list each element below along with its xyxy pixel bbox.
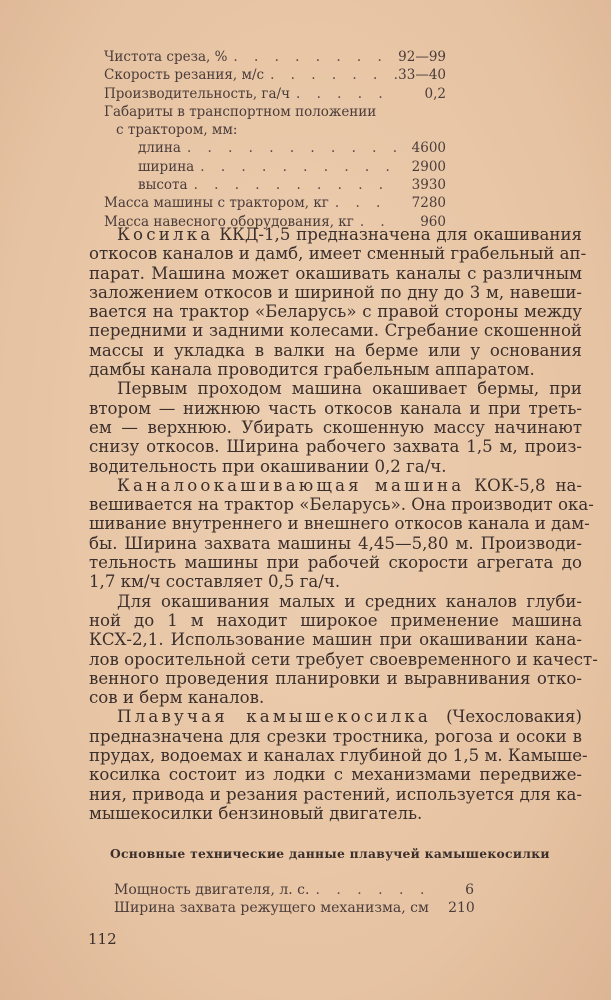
spec-label: ширина	[138, 158, 195, 175]
spec-label: Производительность, га/ч	[104, 85, 291, 102]
spec-value: 33—40	[398, 67, 446, 84]
line-text: вается на трактор «Беларусь» с правой стороны между	[89, 302, 582, 322]
leader-dots	[329, 194, 398, 212]
text-line	[89, 592, 582, 611]
emphasized-term: Плавучая камышекосилка	[117, 707, 431, 727]
text-line	[89, 476, 582, 495]
line-text: ем — верхнюю. Убирать скошенную массу начинают	[89, 417, 582, 437]
leader-dots	[181, 139, 398, 157]
spec-label: с трактором, мм:	[116, 122, 238, 139]
text-line	[89, 379, 582, 398]
text-line	[89, 437, 582, 456]
spec-row	[104, 139, 446, 157]
leader-dots	[194, 158, 398, 176]
spec-label: Ширина захвата режущего механизма, см	[114, 899, 429, 916]
leader-dots	[264, 66, 398, 84]
text-line	[89, 264, 582, 283]
leader-dots	[188, 176, 398, 194]
spec-row	[104, 158, 446, 176]
line-text: ной до 1 м находит широкое применение машина	[89, 610, 582, 630]
specs-list-bottom	[114, 882, 474, 917]
spec-row	[104, 194, 446, 212]
line-text: ККД-1,5 предназначена для окашивания	[213, 225, 582, 244]
text-line	[89, 649, 598, 669]
spec-row	[104, 66, 446, 84]
line-text: шивание внутреннего и внешнего откосов канала и дам-	[89, 514, 590, 534]
text-line	[89, 225, 582, 244]
text-line	[89, 321, 582, 340]
leader-dots	[227, 48, 398, 66]
text-line	[89, 572, 582, 591]
spec-row	[104, 121, 446, 139]
emphasized-term: Каналоокашивающая машина	[117, 475, 465, 495]
table-title: Основные технические данные плавучей камышекосилки	[110, 846, 550, 861]
specs-list-top	[104, 48, 446, 231]
spec-value: 7280	[411, 195, 446, 212]
line-text: втором — нижнюю часть откосов канала и при треть-	[89, 398, 582, 418]
line-text: Для окашивания малых и средних каналов глуби-	[117, 591, 582, 611]
text-line	[89, 283, 582, 302]
line-text: заложением откосов и шириной по дну до 3 м, навеши-	[89, 282, 582, 302]
line-text: прудах, водоемах и каналах глубиной до 1,5 м. Камыше-	[89, 746, 588, 766]
line-text: массы и укладка в валки на берме или у основания	[89, 340, 582, 360]
text-line	[89, 457, 582, 476]
spec-value: 6	[465, 882, 474, 898]
line-text: лов оросительной сети требует своевременного и качест-	[89, 649, 598, 669]
line-text: бы. Ширина захвата машины 4,45—5,80 м. Производи-	[89, 533, 582, 553]
text-line	[89, 244, 587, 264]
paragraph	[89, 591, 598, 708]
text-line	[89, 418, 582, 437]
line-text: КОК-5,8 на-	[464, 475, 582, 495]
line-text: вешивается на трактор «Беларусь». Она производит ока-	[89, 495, 594, 515]
line-text: 1,7 км/ч составляет 0,5 га/ч.	[89, 572, 341, 592]
paragraph	[89, 379, 582, 475]
line-text: передними и задними колесами. Сгребание скошенной	[89, 321, 582, 341]
line-text: откосов каналов и дамб, имеет сменный грабельный ап-	[89, 244, 587, 264]
line-text: сов и берм каналов.	[89, 688, 265, 708]
text-line	[89, 534, 582, 553]
spec-row	[114, 882, 474, 900]
spec-value: 960	[420, 213, 446, 230]
spec-value: 92—99	[398, 49, 446, 65]
spec-label: Габариты в транспортном положении	[104, 103, 377, 120]
text-line	[89, 553, 582, 572]
paragraph	[89, 707, 588, 823]
line-text: КСХ-2,1. Использование машин при окашивании кана-	[89, 630, 582, 650]
text-line	[89, 514, 590, 534]
text-line	[89, 746, 588, 766]
spec-label: Масса навесного оборудования, кг	[104, 213, 354, 230]
line-text: водительность при окашивании 0,2 га/ч.	[89, 456, 447, 476]
line-text: дамбы канала проводится грабельным аппаратом.	[89, 360, 535, 380]
spec-label: Масса машины с трактором, кг	[104, 195, 329, 212]
page-number: 112	[88, 930, 117, 948]
spec-row	[104, 176, 446, 194]
line-text: тельность машины при рабочей скорости агрегата до	[89, 553, 582, 573]
text-line	[89, 669, 582, 688]
text-line	[89, 727, 582, 746]
text-line	[89, 765, 582, 784]
text-line	[89, 688, 582, 707]
spec-label: Чистота среза, %	[104, 49, 228, 65]
text-line	[89, 785, 582, 804]
spec-value: 210	[448, 899, 475, 916]
line-text: (Чехословакия)	[430, 707, 582, 727]
line-text: венного проведения планировки и выравнивания отко-	[89, 668, 582, 688]
paragraph	[89, 225, 587, 380]
text-line	[89, 399, 582, 418]
text-line	[89, 360, 582, 379]
leader-dots	[309, 882, 434, 900]
text-line	[89, 302, 582, 321]
line-text: косилка состоит из лодки с механизмами передвиже-	[89, 765, 582, 785]
spec-label: длина	[138, 140, 181, 157]
emphasized-term: Косилка	[117, 225, 214, 244]
spec-label: Скорость резания, м/с	[104, 67, 265, 84]
spec-label: высота	[138, 177, 188, 194]
spec-value: 4600	[411, 140, 446, 157]
spec-value: 3930	[411, 177, 446, 194]
text-line	[89, 341, 582, 360]
body-text	[89, 225, 598, 823]
line-text: снизу откосов. Ширина рабочего захвата 1,5 м, произ-	[89, 437, 582, 457]
spec-value: 2900	[411, 158, 446, 175]
line-text: предназначена для срезки тростника, рогоза и осоки в	[89, 726, 582, 746]
paragraph	[89, 475, 594, 592]
line-text: Первым проходом машина окашивает бермы, при	[117, 379, 582, 399]
line-text: мышекосилки бензиновый двигатель.	[89, 803, 423, 823]
text-line	[89, 804, 582, 823]
spec-row	[104, 85, 446, 103]
text-line	[89, 707, 582, 726]
text-line	[89, 630, 582, 649]
spec-row	[104, 48, 446, 66]
line-text: парат. Машина может окашивать каналы с различным	[89, 263, 582, 283]
spec-label: Мощность двигателя, л. с.	[114, 882, 310, 898]
spec-row	[114, 900, 474, 918]
text-line	[89, 495, 594, 515]
spec-value: 0,2	[424, 85, 446, 102]
spec-row	[104, 103, 446, 121]
text-line	[89, 611, 582, 630]
leader-dots	[290, 85, 398, 103]
line-text: ния, привода и резания растений, используется для ка-	[89, 784, 582, 804]
